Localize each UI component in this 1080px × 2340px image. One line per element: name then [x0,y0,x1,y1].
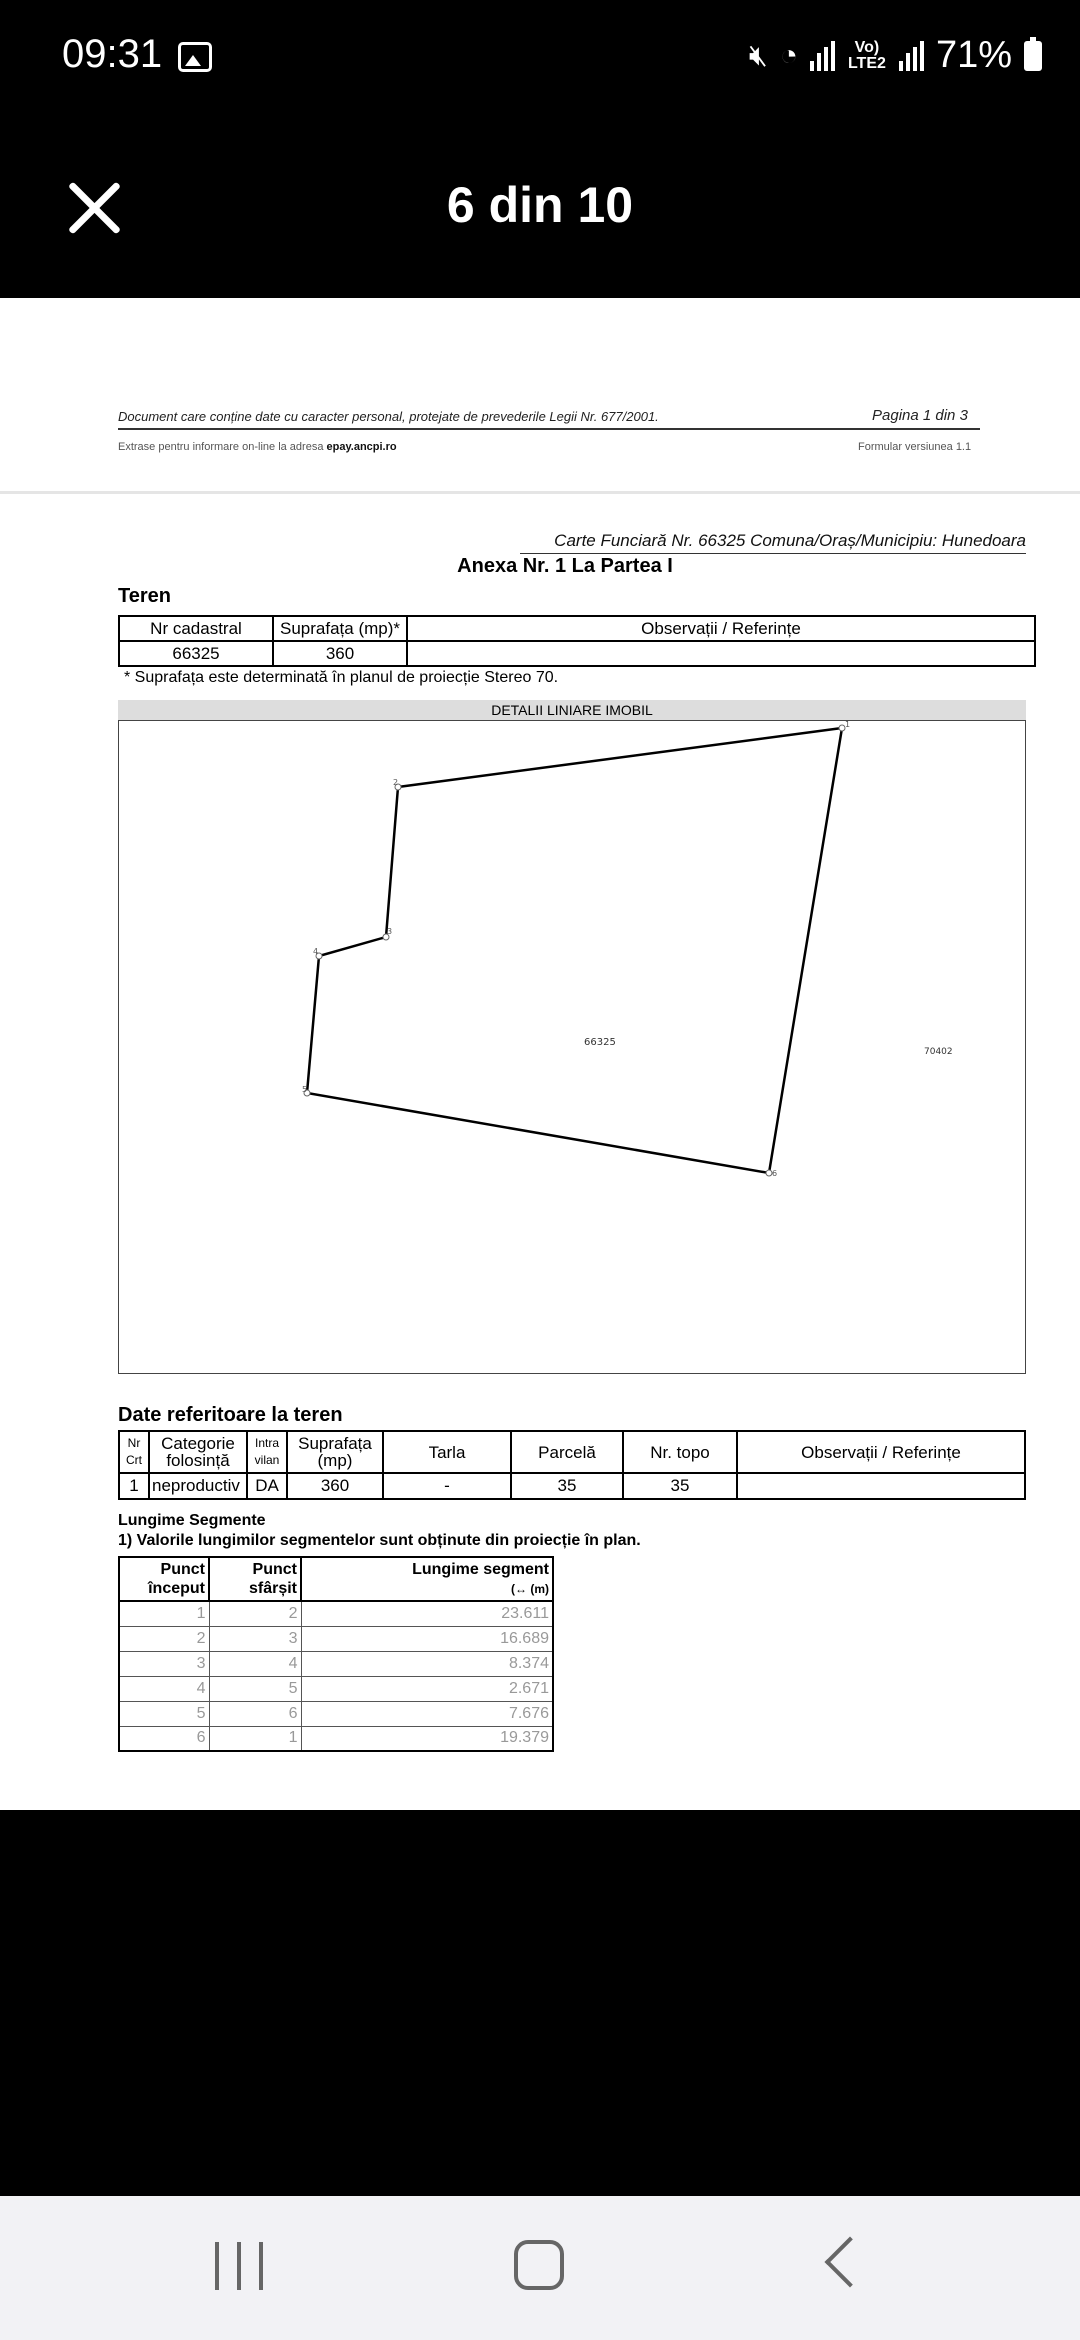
neighbor-label: 70402 [924,1047,953,1057]
table-header: Tarla [383,1431,511,1473]
point-label: 3 [387,927,393,936]
signal-icon [810,41,835,71]
table-cell: 3 [209,1626,301,1651]
table-cell: 7.676 [301,1701,553,1726]
point-label: 4 [313,947,319,956]
header-version: Formular versiunea 1.1 [858,441,972,453]
header-start-line1: Punct [160,1561,205,1578]
segments-note: 1) Valorile lungimilor segmentelor sunt obținute din proiecție în plan. [118,1532,641,1549]
table-row [119,1701,553,1726]
segments-table [118,1556,554,1752]
table-header: Nr cadastral [119,616,273,641]
table-header: Categorie folosință [149,1431,247,1473]
teren-note: * Suprafața este determinată în planul de proiecție Stereo 70. [124,669,559,686]
table-row [119,1626,553,1651]
anexa-title: Anexa Nr. 1 La Partea I [457,555,673,577]
gallery-icon [178,42,212,72]
table-cell: 360 [273,641,407,666]
carte-rule [520,553,1026,554]
table-row [119,641,1035,666]
navigation-bar [0,2196,1080,2340]
point-label: 1 [845,721,851,729]
point-label: 6 [772,1169,778,1178]
point-label: 2 [393,778,399,787]
carte-funciara: Carte Funciară Nr. 66325 Comuna/Oraș/Municipiu: Hunedoara [554,531,1026,550]
table-cell [407,641,1035,666]
table-header: Intra vilan [247,1431,287,1473]
table-cell: 23.611 [301,1601,553,1626]
plot-title: DETALII LINIARE IMOBIL [118,700,1026,720]
page-counter: 6 din 10 [446,177,634,233]
table-header: Suprafața (mp) [287,1431,383,1473]
table-header: Observații / Referințe [407,616,1035,641]
table-cell: 4 [209,1651,301,1676]
table-cell: 35 [511,1473,623,1499]
header-length-line2: (↔ (m) [511,1581,549,1596]
table-header: Nr Crt [119,1431,149,1473]
table-cell: neproductiv [149,1473,247,1499]
battery-icon [1024,41,1042,71]
segments-title: Lungime Segmente [118,1512,266,1529]
table-header: Nr. topo [623,1431,737,1473]
table-cell: - [383,1473,511,1499]
table-cell: 6 [119,1726,209,1751]
header-extract [118,441,397,453]
status-icons [749,34,1042,77]
table-cell: 35 [623,1473,737,1499]
table-cell: 6 [209,1701,301,1726]
table-cell: 8.374 [301,1651,553,1676]
date-table [118,1430,1026,1500]
back-icon[interactable] [825,2237,876,2288]
header-length-line1: Lungime segment [412,1560,549,1578]
table-row [119,1726,553,1751]
table-header [119,1557,209,1601]
parcel-label: 66325 [584,1037,616,1048]
table-cell: 19.379 [301,1726,553,1751]
table-cell: 4 [119,1676,209,1701]
date-title: Date referitoare la teren [118,1404,343,1426]
document-page[interactable] [0,298,1080,1810]
table-cell: 5 [119,1701,209,1726]
table-cell: 1 [119,1473,149,1499]
header-extract-site: epay.ancpi.ro [326,441,397,453]
wifi-icon: ◔ [779,38,798,72]
table-header [209,1557,301,1601]
viewer-toolbar [0,116,1080,298]
network-type: Vo) LTE2 [847,38,886,72]
home-icon[interactable] [514,2240,564,2290]
parcel-boundary [307,728,842,1173]
parcel-drawing [119,721,1025,1373]
header-end-line2: sfârșit [248,1580,297,1597]
mute-icon: 🔇︎ [748,38,768,72]
table-header [301,1557,553,1601]
table-row [119,1651,553,1676]
clock: 09:31 [62,32,163,76]
teren-title: Teren [118,585,171,607]
signal-icon-2 [899,41,924,71]
header-start-line2: început [148,1580,205,1597]
table-header-row [119,1557,553,1601]
table-cell: 66325 [119,641,273,666]
table-header: Parcelă [511,1431,623,1473]
header-rule [118,428,980,430]
table-header-row [119,1431,1025,1473]
table-cell: 2 [209,1601,301,1626]
table-cell: 2 [119,1626,209,1651]
status-bar [0,0,1080,116]
battery-percent: 71% [935,34,1012,76]
table-row [119,1676,553,1701]
table-cell: 16.689 [301,1626,553,1651]
table-cell: 360 [287,1473,383,1499]
table-header-row [119,616,1035,641]
table-header: Observații / Referințe [737,1431,1025,1473]
parcel-plot [118,720,1026,1374]
table-row [119,1473,1025,1499]
header-notice: Document care conține date cu caracter personal, protejate de prevederile Legii Nr. 677/2001. [118,409,659,424]
page-separator [0,491,1080,494]
table-cell: 3 [119,1651,209,1676]
teren-table [118,615,1036,667]
table-cell [737,1473,1025,1499]
header-page-number: Pagina 1 din 3 [872,407,968,424]
header-end-line1: Punct [252,1561,297,1578]
table-cell: 5 [209,1676,301,1701]
table-row [119,1601,553,1626]
table-cell: 1 [209,1726,301,1751]
header-extract-text: Extrase pentru informare on-line la adresa [118,441,324,453]
table-cell: DA [247,1473,287,1499]
table-header: Suprafața (mp)* [273,616,407,641]
point-label: 5 [302,1085,308,1094]
segments-heading [118,1511,641,1551]
table-cell: 2.671 [301,1676,553,1701]
table-cell: 1 [119,1601,209,1626]
recent-apps-icon[interactable] [215,2242,263,2290]
